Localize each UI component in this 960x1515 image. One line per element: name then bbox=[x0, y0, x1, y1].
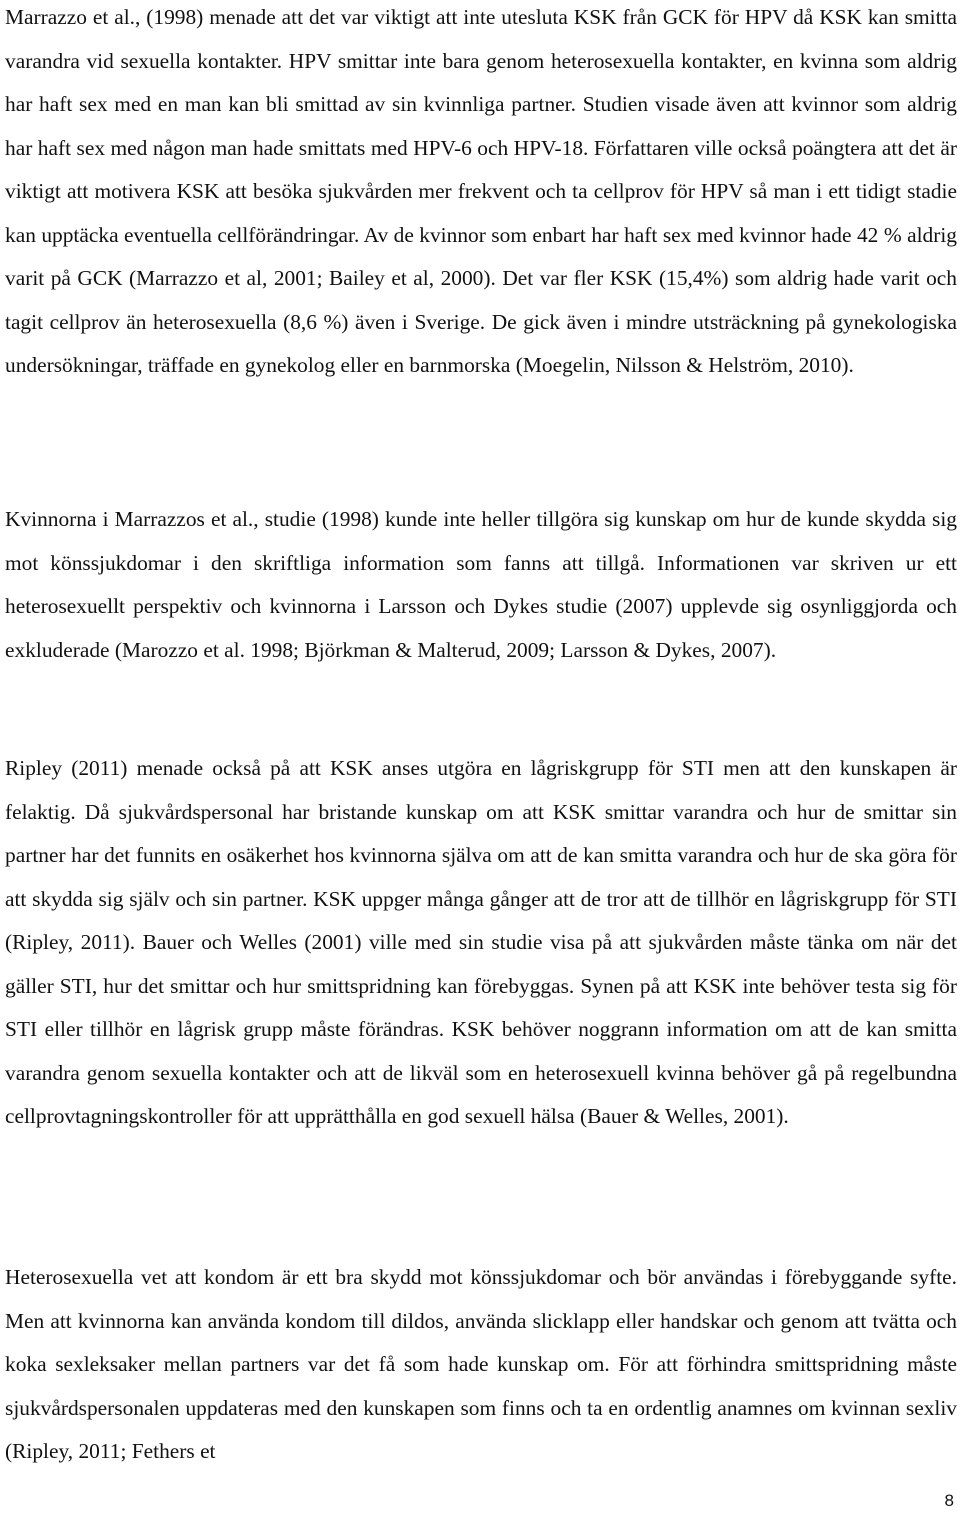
body-paragraph: Marrazzo et al., (1998) menade att det var viktigt att inte utesluta KSK från GCK för HPV då KSK kan smitta varandra vid sexuella kontakter. HPV smittar inte bara genom heterosexuella kontakter, en kvinna som aldrig har haft sex med en man kan bli smittad av sin kvinnliga partner. Studien visade även att kvinnor som aldrig har haft sex med någon man hade smittats med HPV-6 och HPV-18. Författaren ville också poängtera att det är viktigt att motivera KSK att besöka sjukvården mer frekvent och ta cellprov för HPV så man i ett tidigt stadie kan upptäcka eventuella cellförändringar. Av de kvinnor som enbart har haft sex med kvinnor hade 42 % aldrig varit på GCK (Marrazzo et al, 2001; Bailey et al, 2000). Det var fler KSK (15,4%) som aldrig hade varit och tagit cellprov än heterosexuella (8,6 %) även i Sverige. De gick även i mindre utsträckning på gynekologiska undersökningar, träffade en gynekolog eller en barnmorska (Moegelin, Nilsson & Helström, 2010). bbox=[5, 5, 957, 377]
body-paragraph: Kvinnorna i Marrazzos et al., studie (1998) kunde inte heller tillgöra sig kunskap om hur de kunde skydda sig mot könssjukdomar i den skriftliga information som fanns att tillgå. Informationen var skriven ur ett heterosexuellt perspektiv och kvinnorna i Larsson och Dykes studie (2007) upplevde sig osynliggjorda och exkluderade (Marozzo et al. 1998; Björkman & Malterud, 2009; Larsson & Dykes, 2007). bbox=[5, 507, 957, 662]
body-paragraph: Ripley (2011) menade också på att KSK anses utgöra en lågriskgrupp för STI men att den kunskapen är felaktig. Då sjukvårdspersonal har bristande kunskap om att KSK smittar varandra och hur de smittar sin partner har det funnits en osäkerhet hos kvinnorna själva om att de kan smitta varandra och hur de ska göra för att skydda sig själv och sin partner. KSK uppger många gånger att de tror att de tillhör en lågriskgrupp för STI (Ripley, 2011). Bauer och Welles (2001) ville med sin studie visa på att sjukvården måste tänka om när det gäller STI, hur det smittar och hur smittspridning kan förebyggas. Synen på att KSK inte behöver testa sig för STI eller tillhör en lågrisk grupp måste förändras. KSK behöver noggrann information om att de kan smitta varandra genom sexuella kontakter och att de likväl som en heterosexuell kvinna behöver gå på regelbundna cellprovtagningskontroller för att upprätthålla en god sexuell hälsa (Bauer & Welles, 2001). bbox=[5, 756, 957, 1128]
body-paragraph: Heterosexuella vet att kondom är ett bra skydd mot könssjukdomar och bör användas i förebyggande syfte. Men att kvinnorna kan använda kondom till dildos, använda slicklapp eller handskar och genom att tvätta och koka sexleksaker mellan partners var det få som hade kunskap om. För att förhindra smittspridning måste sjukvårdspersonalen uppdateras med den kunskapen som finns och ta en ordentlig anamnes om kvinnan sexliv (Ripley, 2011; Fethers et bbox=[5, 1265, 957, 1463]
page-number: 8 bbox=[944, 1491, 954, 1510]
